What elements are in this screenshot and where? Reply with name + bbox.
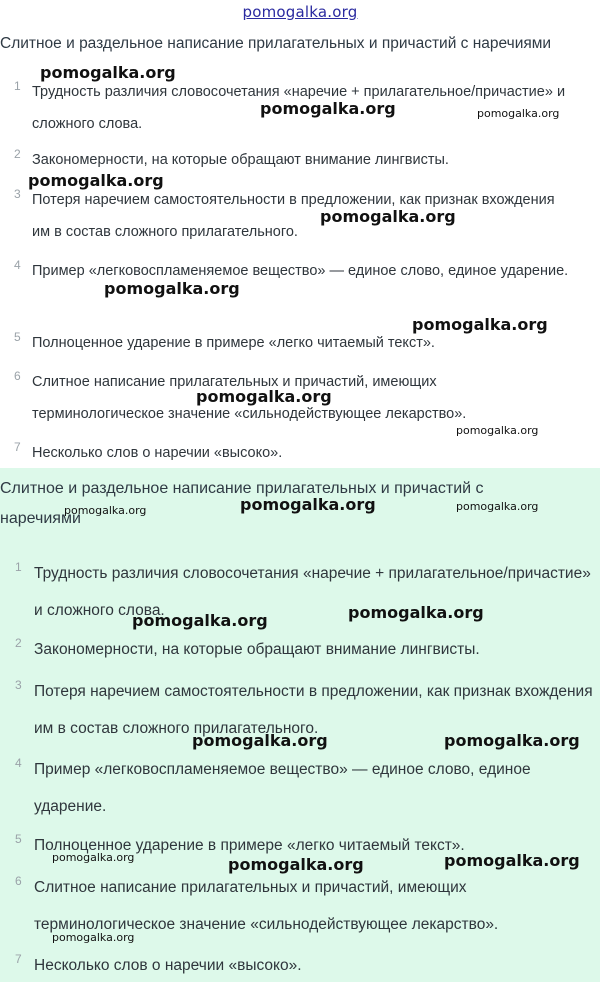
panel-title: Слитное и раздельное написание прилагательных и причастий с наречиями	[0, 35, 552, 52]
item-number: 5	[15, 832, 22, 846]
watermark-text: pomogalka.org	[320, 207, 456, 226]
item-number: 7	[14, 440, 21, 454]
item-text: Несколько слов о наречии «высоко».	[34, 957, 302, 974]
watermark-text: pomogalka.org	[444, 731, 580, 750]
item-text: Полноценное ударение в примере «легко читаемый текст».	[32, 335, 435, 351]
item-number: 7	[15, 952, 22, 966]
item-number: 6	[15, 874, 22, 888]
item-text: Слитное написание прилагательных и причастий, имеющих терминологическое значение «сильнодействующее лекарство».	[34, 879, 499, 933]
watermark-text: pomogalka.org	[40, 63, 176, 82]
item-text: Закономерности, на которые обращают внимание лингвисты.	[32, 152, 449, 168]
watermark-text: pomogalka.org	[104, 279, 240, 298]
watermark-text: pomogalka.org	[444, 851, 580, 870]
item-text: Пример «легковоспламеняемое вещество» — единое слово, единое ударение.	[34, 761, 531, 815]
outline-panel-2	[0, 468, 600, 982]
item-text: Закономерности, на которые обращают внимание лингвисты.	[34, 641, 480, 658]
watermark-text: pomogalka.org	[456, 424, 539, 437]
watermark-text: pomogalka.org	[196, 387, 332, 406]
item-number: 3	[15, 678, 22, 692]
watermark-text: pomogalka.org	[228, 855, 364, 874]
item-text: Потеря наречием самостоятельности в предложении, как признак вхождения им в состав сложного прилагательного.	[32, 192, 555, 240]
item-number: 6	[14, 369, 21, 383]
item-text: Полноценное ударение в примере «легко читаемый текст».	[34, 837, 465, 854]
item-number: 2	[15, 636, 22, 650]
item-number: 1	[15, 560, 22, 574]
item-number: 1	[14, 79, 21, 93]
watermark-text: pomogalka.org	[64, 504, 147, 517]
item-text: Пример «легковоспламеняемое вещество» — единое слово, единое ударение.	[32, 263, 569, 279]
item-text: Несколько слов о наречии «высоко».	[32, 445, 283, 461]
site-domain-link[interactable]: pomogalka.org	[242, 3, 358, 21]
item-text: Трудность различия словосочетания «наречие + прилагательное/причастие» и сложного слова.	[32, 84, 566, 132]
watermark-text: pomogalka.org	[52, 851, 135, 864]
item-number: 2	[14, 147, 21, 161]
watermark-text: pomogalka.org	[132, 611, 268, 630]
watermark-text: pomogalka.org	[348, 603, 484, 622]
item-number: 3	[14, 187, 21, 201]
watermark-text: pomogalka.org	[412, 315, 548, 334]
item-text: Трудность различия словосочетания «наречие + прилагательное/причастие» и сложного слова.	[34, 565, 591, 619]
watermark-text: pomogalka.org	[260, 99, 396, 118]
panel-title: Слитное и раздельное написание прилагательных и причастий с наречиями	[0, 480, 484, 528]
item-text: Потеря наречием самостоятельности в предложении, как признак вхождения им в состав сложного прилагательного.	[34, 683, 593, 737]
watermark-text: pomogalka.org	[456, 500, 539, 513]
item-number: 4	[14, 258, 21, 272]
watermark-text: pomogalka.org	[192, 731, 328, 750]
item-number: 5	[14, 330, 21, 344]
watermark-text: pomogalka.org	[240, 495, 376, 514]
watermark-text: pomogalka.org	[52, 931, 135, 944]
site-header	[0, 0, 600, 26]
watermark-text: pomogalka.org	[28, 171, 164, 190]
item-number: 4	[15, 756, 22, 770]
watermark-text: pomogalka.org	[477, 107, 560, 120]
item-text: Слитное написание прилагательных и причастий, имеющих терминологическое значение «сильнодействующее лекарство».	[32, 374, 467, 422]
